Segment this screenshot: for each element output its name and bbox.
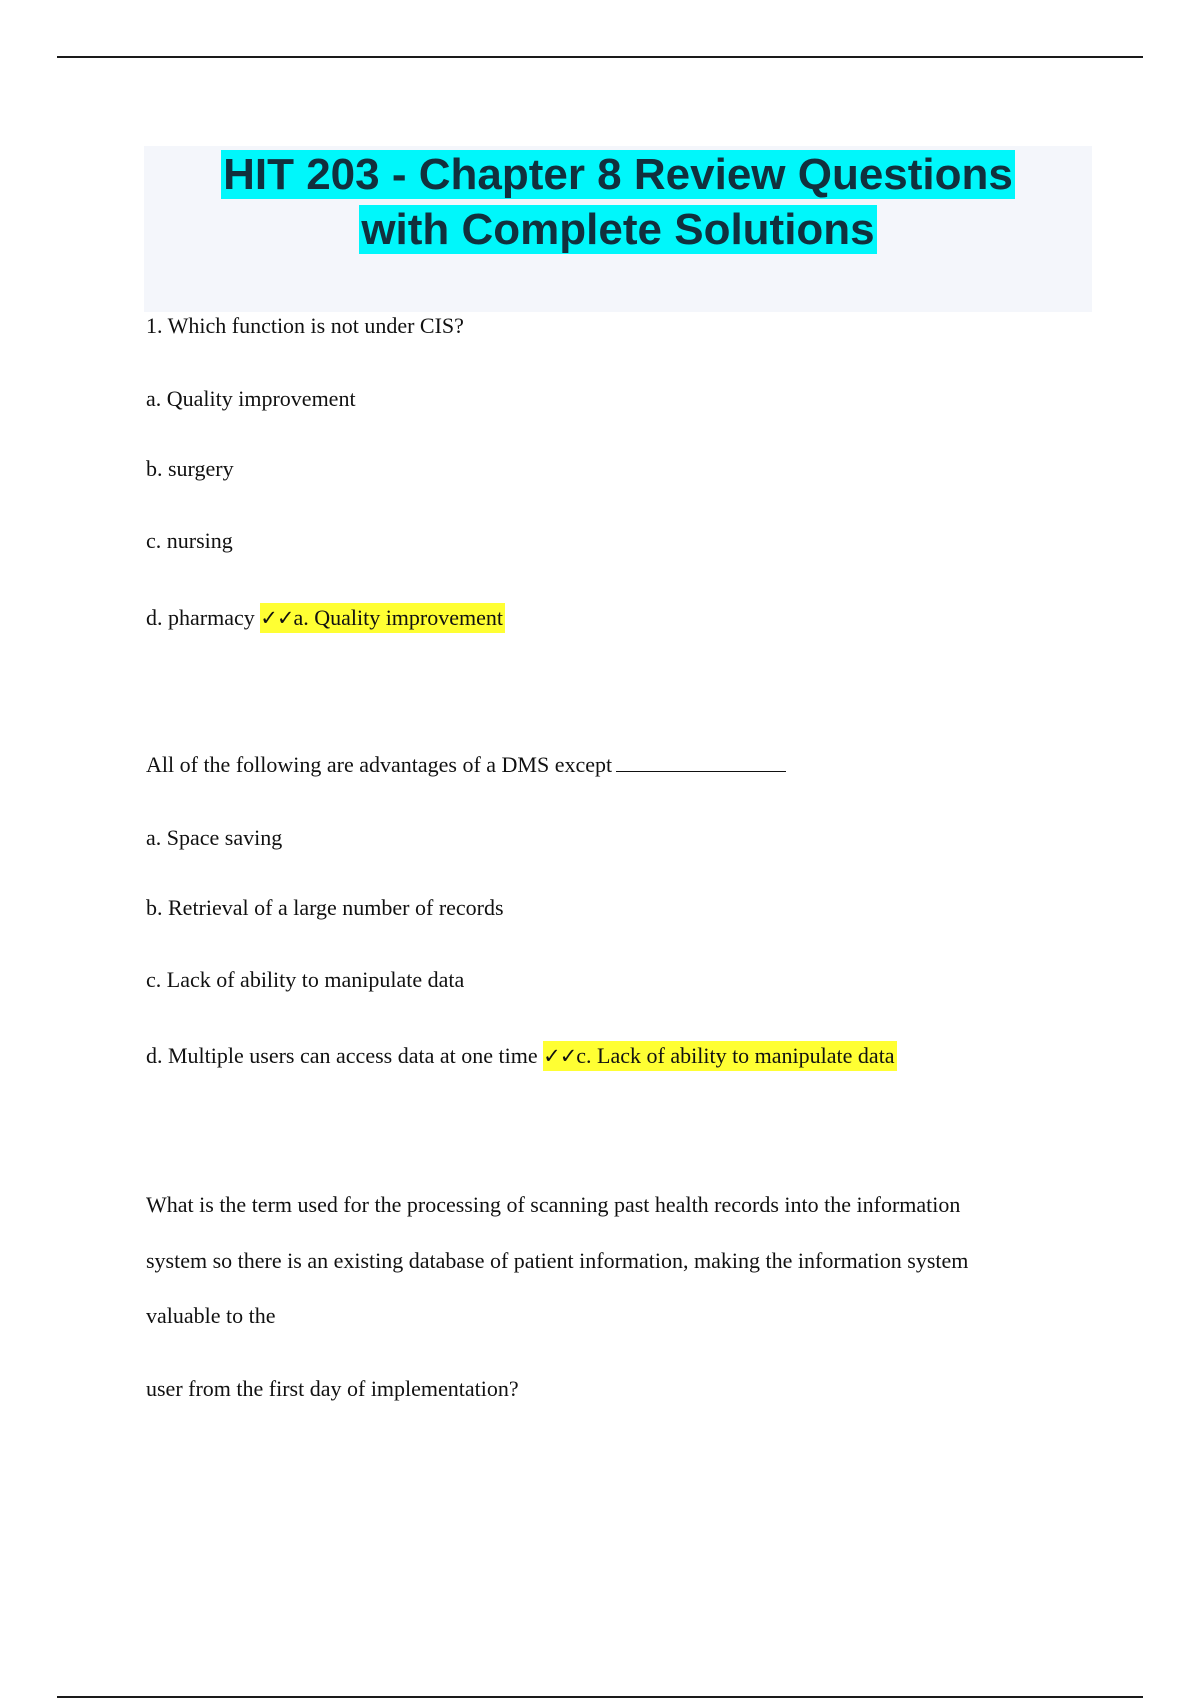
question-2-prompt-line — [146, 751, 786, 779]
question-2-answer-highlight — [543, 1041, 896, 1071]
question-2-option-d-with-answer — [146, 1042, 897, 1070]
question-3-prompt-line-4: user from the first day of implementation? — [146, 1376, 519, 1401]
question-1-option-a: a. Quality improvement — [146, 386, 356, 411]
question-2-option-d: d. Multiple users can access data at one time — [146, 1043, 538, 1068]
question-1-answer: a. Quality improvement — [293, 605, 503, 630]
question-1-option-b: b. surgery — [146, 456, 234, 481]
document-title — [144, 147, 1092, 257]
question-1-option-c: c. nursing — [146, 528, 233, 553]
question-2-answer: c. Lack of ability to manipulate data — [576, 1043, 895, 1068]
answer-blank-line — [616, 751, 786, 772]
question-1-answer-highlight — [260, 603, 505, 633]
title-line-1: HIT 203 - Chapter 8 Review Questions — [223, 150, 1013, 199]
double-check-icon: ✓✓ — [260, 606, 294, 630]
question-3-prompt-line-3: valuable to the — [146, 1303, 276, 1328]
question-3-prompt-line-2: system so there is an existing database of patient information, making the information system — [146, 1248, 969, 1273]
title-line-2: with Complete Solutions — [361, 205, 875, 254]
question-2-prompt: All of the following are advantages of a DMS except — [146, 752, 613, 777]
question-1-option-d: d. pharmacy — [146, 605, 255, 630]
question-2-option-b: b. Retrieval of a large number of records — [146, 895, 504, 920]
top-rule — [57, 56, 1143, 58]
question-1-prompt: 1. Which function is not under CIS? — [146, 313, 464, 338]
question-3-prompt-line-1: What is the term used for the processing of scanning past health records into the information — [146, 1192, 961, 1217]
question-2-option-a: a. Space saving — [146, 825, 283, 850]
question-2-option-c: c. Lack of ability to manipulate data — [146, 967, 465, 992]
bottom-rule — [57, 1696, 1143, 1698]
question-1-option-d-with-answer — [146, 604, 505, 632]
double-check-icon: ✓✓ — [543, 1044, 577, 1068]
